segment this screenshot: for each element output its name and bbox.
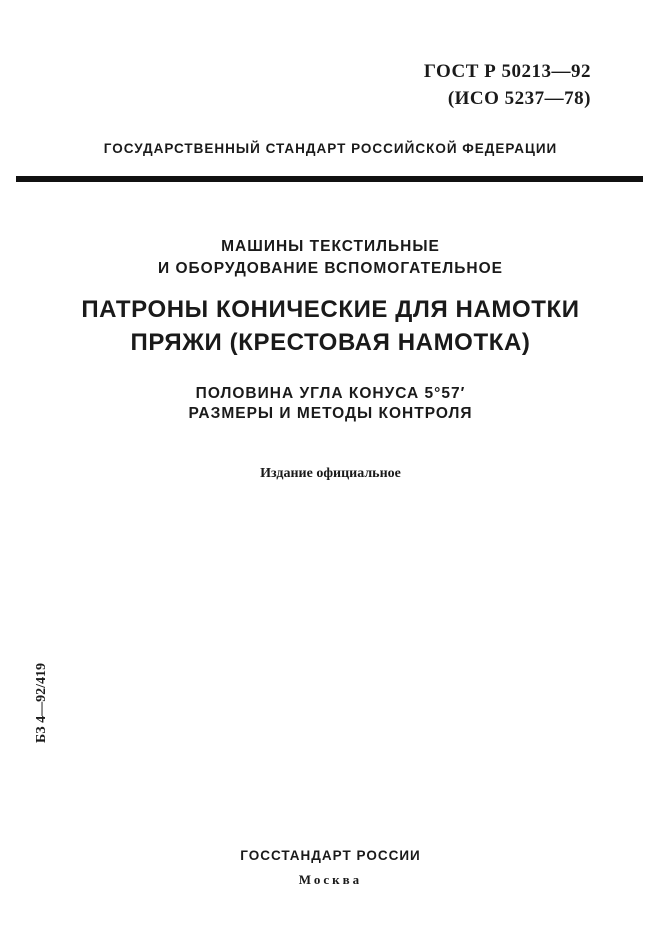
category-line-2: И ОБОРУДОВАНИЕ ВСПОМОГАТЕЛЬНОЕ (158, 260, 503, 277)
publisher-name: ГОССТАНДАРТ РОССИИ (240, 848, 421, 863)
subtitle-line-2: РАЗМЕРЫ И МЕТОДЫ КОНТРОЛЯ (188, 405, 473, 422)
iso-number: (ИСО 5237—78) (447, 88, 591, 109)
title-line-1: ПАТРОНЫ КОНИЧЕСКИЕ ДЛЯ НАМОТКИ (81, 296, 580, 323)
gost-number: ГОСТ Р 50213—92 (423, 61, 591, 82)
category-line-1: МАШИНЫ ТЕКСТИЛЬНЫЕ (221, 238, 440, 255)
publisher-city: Москва (298, 872, 363, 887)
document-subtitle (0, 384, 661, 424)
standard-code-block (391, 58, 591, 112)
title-line-2: ПРЯЖИ (КРЕСТОВАЯ НАМОТКА) (130, 329, 531, 356)
catalog-code: БЗ 4—92/419 (34, 662, 49, 744)
subtitle-line-1: ПОЛОВИНА УГЛА КОНУСА 5°57′ (195, 385, 466, 402)
document-title (0, 293, 661, 359)
heading-divider (16, 176, 643, 182)
edition-label: Издание официальное (260, 466, 401, 481)
state-standard-heading: ГОСУДАРСТВЕННЫЙ СТАНДАРТ РОССИЙСКОЙ ФЕДЕРАЦИИ (103, 141, 558, 156)
category-heading (0, 236, 661, 280)
